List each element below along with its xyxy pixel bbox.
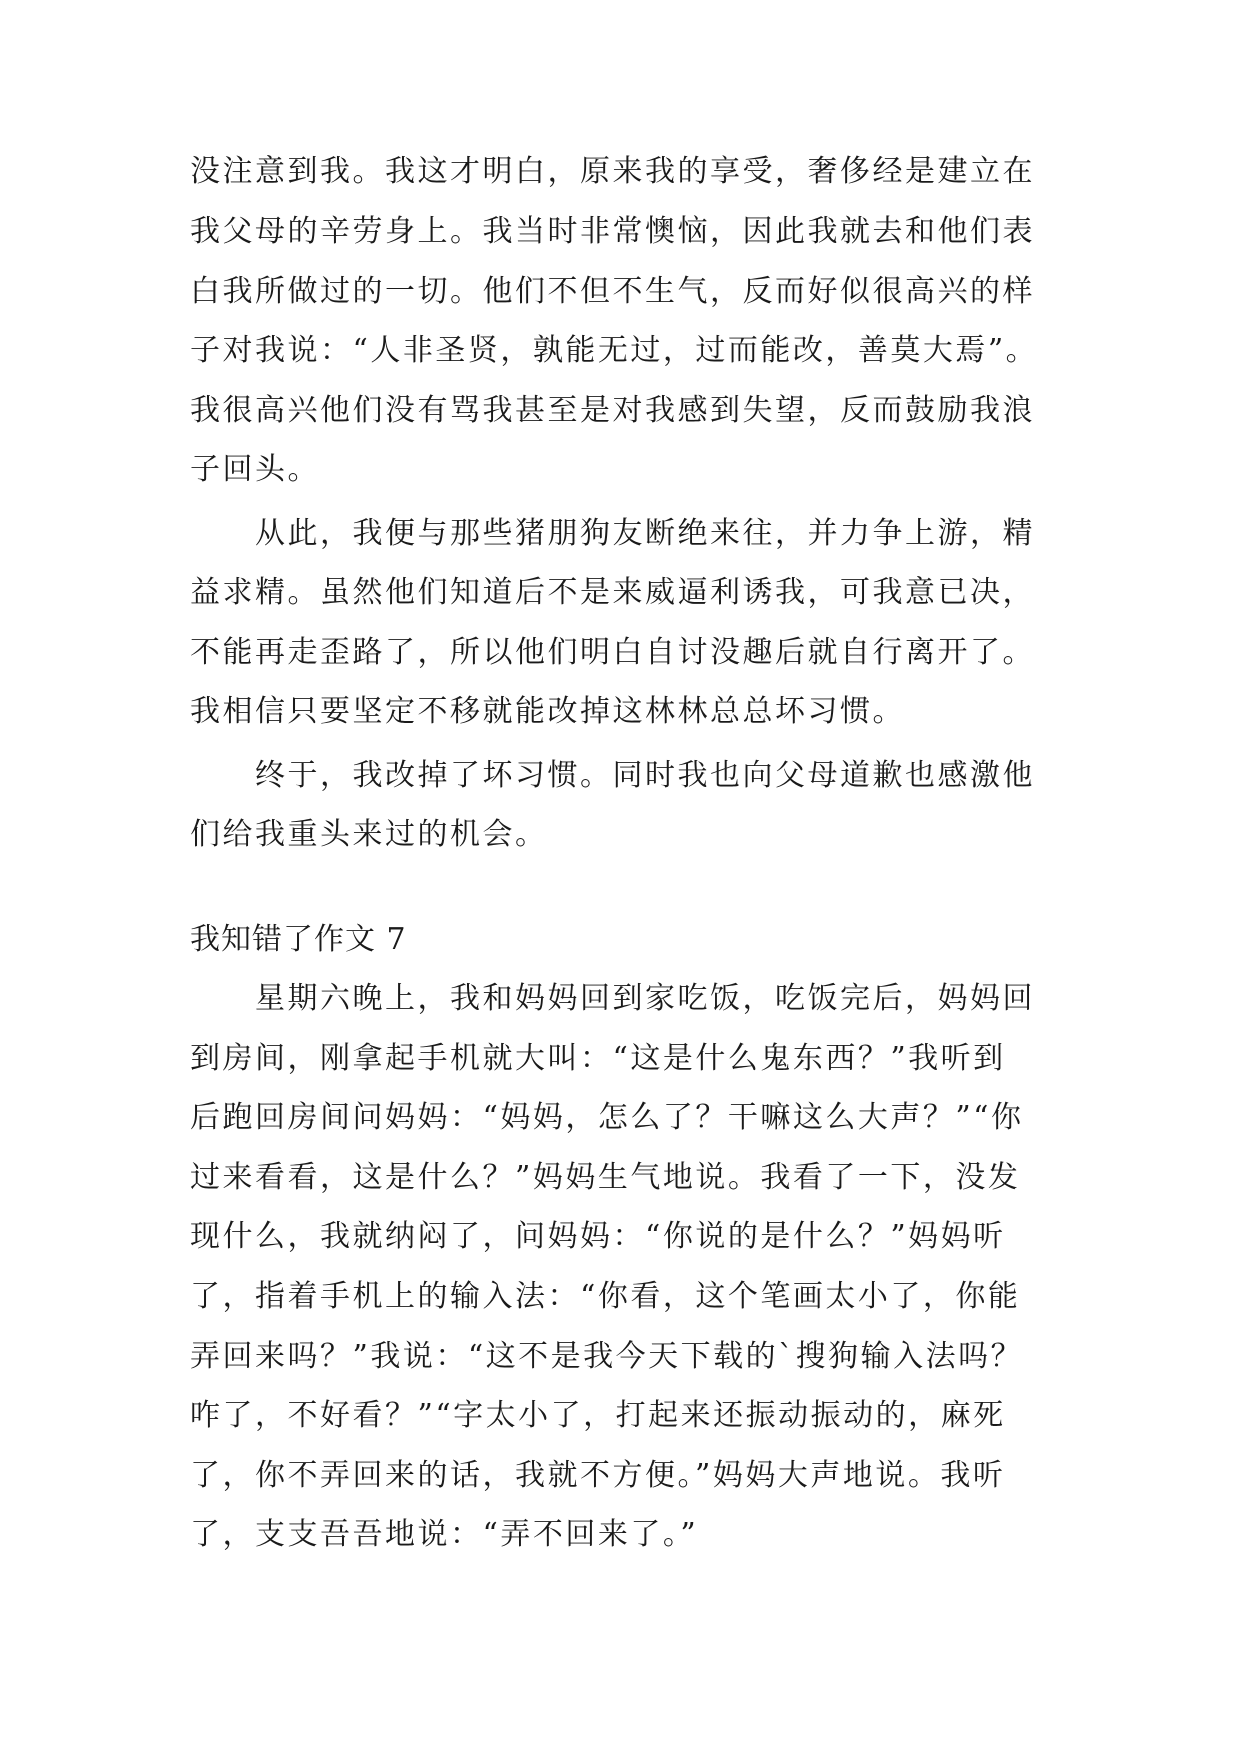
section-heading: 我知错了作文 7 [190, 922, 407, 957]
paragraph-line: 过来看看，这是什么？”妈妈生气地说。我看了一下，没发 [190, 1160, 1021, 1195]
paragraph-line: 从此，我便与那些猪朋狗友断绝来往，并力争上游，精 [255, 516, 1035, 551]
paragraph-line: 终于，我改掉了坏习惯。同时我也向父母道歉也感激他 [255, 758, 1035, 793]
paragraph-line: 们给我重头来过的机会。 [190, 817, 548, 852]
paragraph-line: 弄回来吗？”我说：“这不是我今天下载的`搜狗输入法吗？ [190, 1339, 1024, 1374]
paragraph-line: 了，你不弄回来的话，我就不方便。”妈妈大声地说。我听 [190, 1458, 1006, 1493]
paragraph-line: 我很高兴他们没有骂我甚至是对我感到失望，反而鼓励我浪 [190, 393, 1035, 428]
paragraph-line: 星期六晚上，我和妈妈回到家吃饭，吃饭完后，妈妈回 [255, 981, 1035, 1016]
paragraph-line: 了，指着手机上的输入法：“你看，这个笔画太小了，你能 [190, 1279, 1021, 1314]
paragraph-line: 不能再走歪路了，所以他们明白自讨没趣后就自行离开了。 [190, 635, 1035, 670]
paragraph-line: 我父母的辛劳身上。我当时非常懊恼，因此我就去和他们表 [190, 214, 1035, 249]
paragraph-line: 子对我说：“人非圣贤，孰能无过，过而能改，善莫大焉”。 [190, 333, 1039, 368]
paragraph-line: 子回头。 [190, 452, 320, 487]
paragraph-line: 没注意到我。我这才明白，原来我的享受，奢侈经是建立在 [190, 154, 1035, 189]
paragraph-line: 我相信只要坚定不移就能改掉这林林总总坏习惯。 [190, 694, 905, 729]
paragraph-line: 现什么，我就纳闷了，问妈妈：“你说的是什么？”妈妈听 [190, 1219, 1006, 1254]
paragraph-line: 白我所做过的一切。他们不但不生气，反而好似很高兴的样 [190, 274, 1035, 309]
paragraph-line: 了，支支吾吾地说：“弄不回来了。” [190, 1517, 699, 1552]
paragraph-line: 到房间，刚拿起手机就大叫：“这是什么鬼东西？”我听到 [190, 1041, 1006, 1076]
paragraph-line: 咋了，不好看？”“字太小了，打起来还振动振动的，麻死 [190, 1398, 1006, 1433]
paragraph-line: 后跑回房间问妈妈：“妈妈，怎么了？干嘛这么大声？”“你 [190, 1100, 1024, 1135]
paragraph-line: 益求精。虽然他们知道后不是来威逼利诱我，可我意已决， [190, 575, 1035, 610]
